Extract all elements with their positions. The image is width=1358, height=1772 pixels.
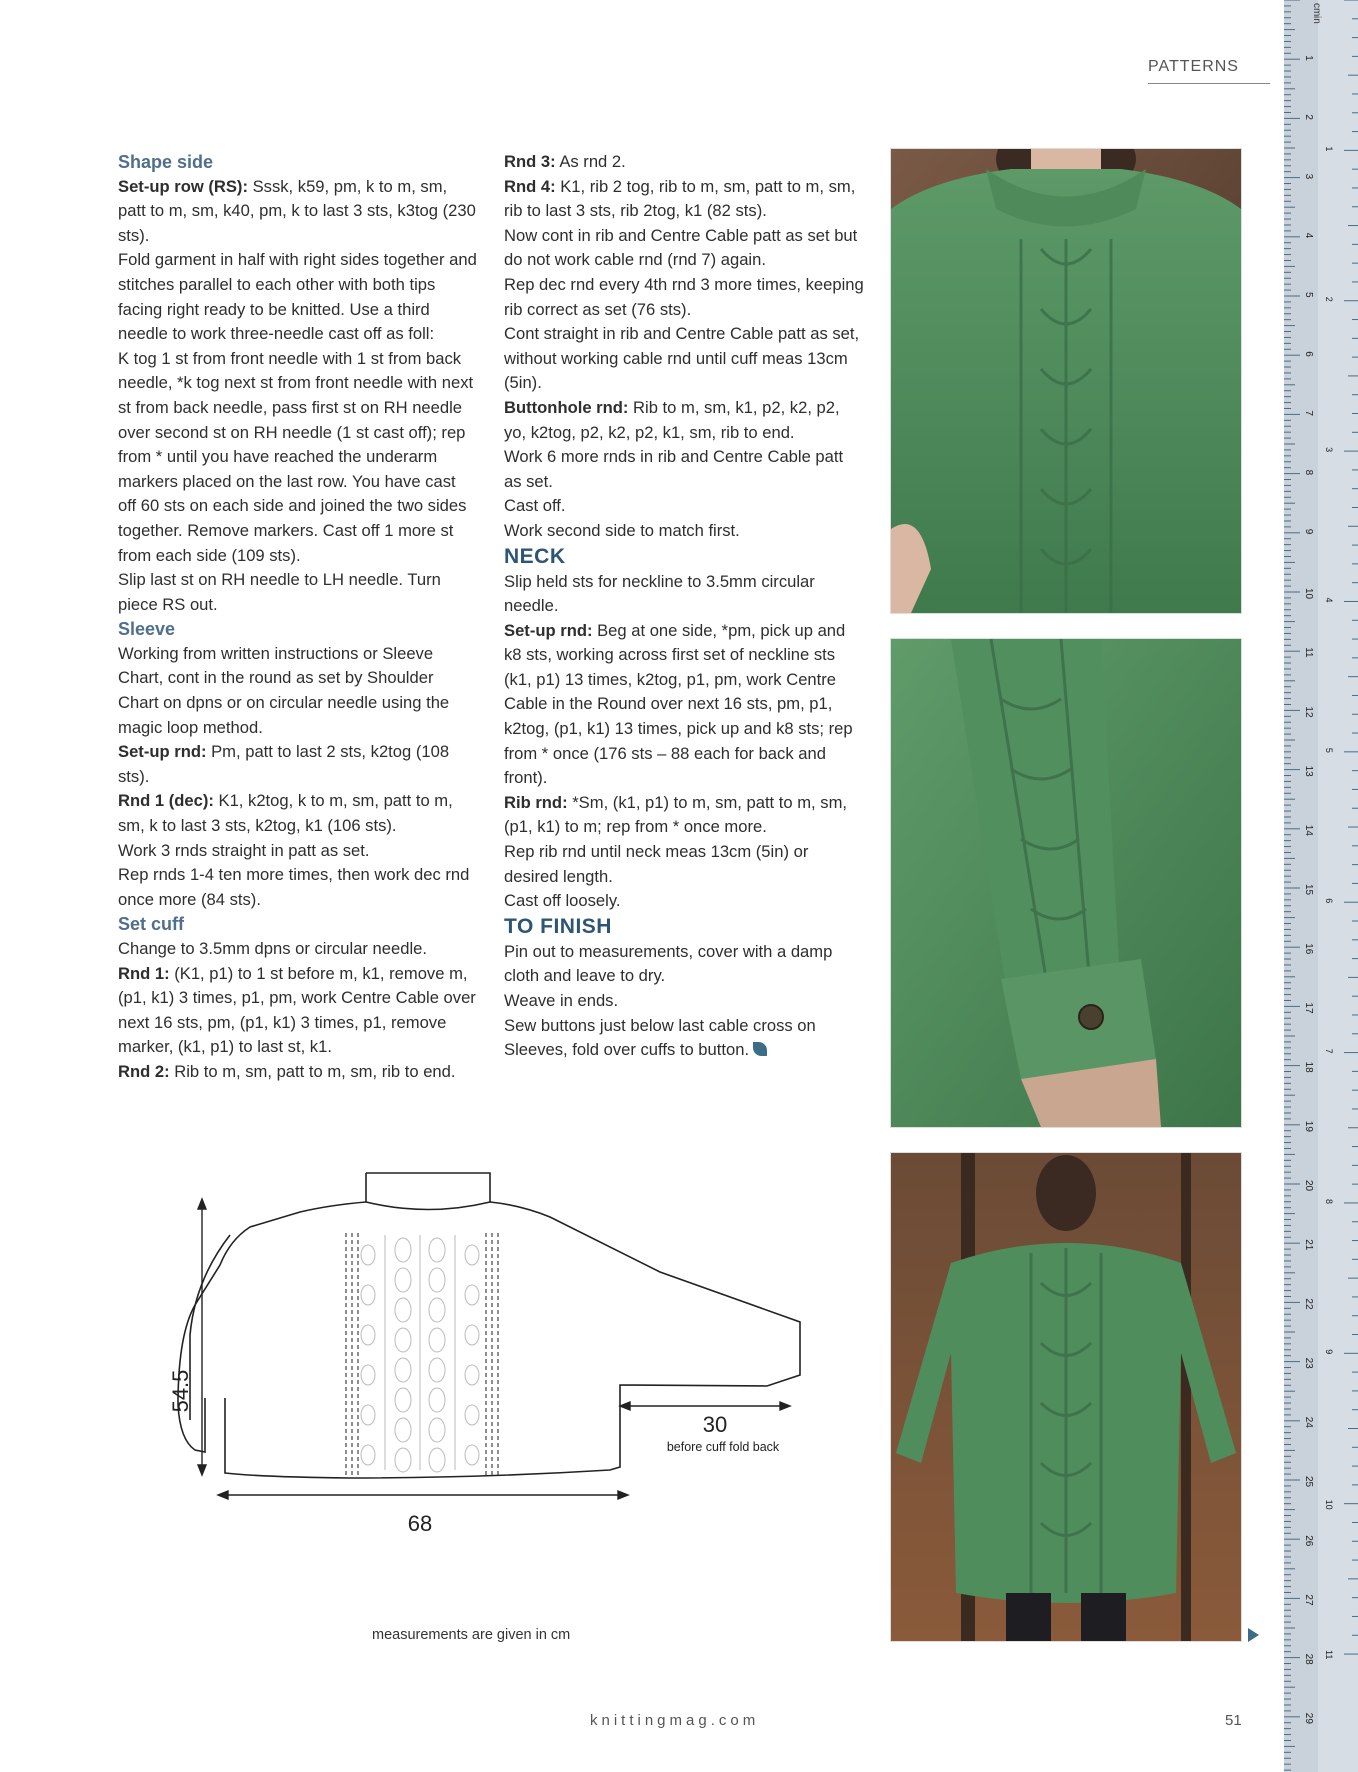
ruler-cm-label: 22 <box>1303 1298 1314 1310</box>
fold-instruction: Fold garment in half with right sides together and stitches parallel to each other with both tips facing right ready to be knitted. Use a third needle to work three-needle cast off as foll: <box>118 250 477 344</box>
sleeve-instruction: Working from written instructions or Sleeve Chart, cont in the round as set by Shoulder Chart on dpns or on circular needle using the magic loop method. <box>118 643 450 737</box>
sleeve-measure-note: before cuff fold back <box>666 1440 780 1454</box>
cast-off-loosely-instruction: Cast off loosely. <box>504 891 621 911</box>
ruler-cm-label: 17 <box>1303 1002 1314 1014</box>
setup-rnd-label: Set-up rnd: <box>118 742 207 762</box>
ruler-in-label: 11 <box>1324 1650 1334 1660</box>
rnd1-instruction <box>118 962 478 1060</box>
sleeve-heading: Sleeve <box>118 619 176 640</box>
ruler-in-label: 9 <box>1324 1349 1334 1355</box>
footer-website: knittingmag.com <box>590 1712 760 1729</box>
rnd1-text: (K1, p1) to 1 st before m, k1, remove m, (p1, k1) 3 times, p1, pm, work Centre Cable over next 16 sts, pm, (p1, k1) 3 times, p1, remove marker, (k1, p1) to last st, k1. <box>118 963 476 1057</box>
ruler-cm-label: 15 <box>1303 884 1314 896</box>
ruler-in-label: 6 <box>1324 898 1334 904</box>
ruler-in-label: 8 <box>1324 1198 1334 1204</box>
cast-off-instruction: Cast off. <box>504 496 566 516</box>
continue-arrow-icon <box>1248 1628 1259 1642</box>
rnd1-dec-instruction <box>118 789 478 838</box>
neck-heading: NECK <box>504 544 566 568</box>
rnd4-label: Rnd 4: <box>504 176 556 196</box>
sleeve-cuff-image <box>891 639 1241 1127</box>
ruler-cm-label: 10 <box>1303 588 1314 600</box>
rnd2-instruction <box>118 1060 478 1085</box>
measuring-ruler <box>1284 0 1358 1772</box>
rep-rib-instruction: Rep rib rnd until neck meas 13cm (5in) or desired length. <box>504 842 809 886</box>
ruler-in-label: 7 <box>1324 1048 1334 1054</box>
ruler-cm-label: 2 <box>1303 114 1314 120</box>
ruler-cm-label: 14 <box>1303 824 1314 836</box>
cable-panel-lines <box>346 1233 498 1475</box>
diagram-caption: measurements are given in cm <box>372 1627 571 1643</box>
sweater-schematic <box>150 1165 810 1615</box>
ruler-cm-label: 12 <box>1303 706 1314 718</box>
buttonhole-text: Rib to m, sm, k1, p2, k2, p2, yo, k2tog, p2, k2, p2, k1, sm, rib to end. <box>504 397 840 442</box>
cable-panel-pattern <box>361 1235 479 1472</box>
ruler-cm-label: 26 <box>1303 1535 1314 1547</box>
ktog-instruction: K tog 1 st from front needle with 1 st from back needle, *k tog next st from front needle with next st from back needle, pass first st on RH needle over second st on RH needle (1 st cast off); rep from * until you have reached the underarm markers placed on the last row. You have cast off 60 sts on each side and joined the two sides together. Remove markers. Cast off 1 more st from each side (109 sts). <box>118 348 474 565</box>
back-sweater-image <box>891 1153 1241 1641</box>
dimension-arrows <box>198 1199 790 1499</box>
front-sweater-image <box>891 149 1241 613</box>
rnd4-instruction <box>504 175 864 224</box>
sew-buttons-instruction <box>504 1014 864 1063</box>
ruler-in-label: 10 <box>1324 1499 1334 1510</box>
sew-buttons-text: Sew buttons just below last cable cross on Sleeves, fold over cuffs to button. <box>504 1015 816 1060</box>
ruler-unit-in: in <box>1311 16 1322 24</box>
rnd4-text: K1, rib 2 tog, rib to m, sm, patt to m, sm, rib to last 3 sts, rib 2tog, k1 (82 sts). <box>504 176 856 221</box>
work-second-instruction: Work second side to match first. <box>504 520 740 540</box>
rep-dec-instruction: Rep dec rnd every 4th rnd 3 more times, keeping rib correct as set (76 sts). <box>504 274 864 319</box>
page-number: 51 <box>1225 1712 1242 1729</box>
slip-held-instruction: Slip held sts for neckline to 3.5mm circular needle. <box>504 571 815 616</box>
pin-out-instruction: Pin out to measurements, cover with a damp cloth and leave to dry. <box>504 941 833 986</box>
ruler-cm-label: 18 <box>1303 1061 1314 1073</box>
middle-text-column <box>504 150 864 1063</box>
rnd1-dec-text: K1, k2tog, k to m, sm, patt to m, sm, k to last 3 sts, k2tog, k1 (106 sts). <box>118 791 453 836</box>
photo-back-sweater <box>890 1152 1242 1642</box>
setup-row-label: Set-up row (RS): <box>118 176 248 196</box>
slip-instruction: Slip last st on RH needle to LH needle. Turn piece RS out. <box>118 570 441 614</box>
ruler-cm-label: 25 <box>1303 1476 1314 1488</box>
left-text-column <box>118 150 478 1085</box>
rnd1-dec-label: Rnd 1 (dec): <box>118 791 214 811</box>
ruler-cm-label: 23 <box>1303 1357 1314 1369</box>
ruler-in-label: 2 <box>1324 296 1334 302</box>
photo-front-sweater <box>890 148 1242 614</box>
rep-instruction: Rep rnds 1-4 ten more times, then work dec rnd once more (84 sts). <box>118 865 470 909</box>
ruler-in-label: 1 <box>1324 146 1334 152</box>
ruler-cm-label: 16 <box>1303 943 1314 955</box>
ruler-cm-label: 13 <box>1303 765 1314 777</box>
rib-rnd-label: Rib rnd: <box>504 792 568 812</box>
ruler-cm-label: 3 <box>1303 173 1314 180</box>
ruler-cm-label: 21 <box>1303 1239 1314 1251</box>
work3-instruction: Work 3 rnds straight in patt as set. <box>118 840 370 860</box>
ruler-cm-label: 5 <box>1303 292 1314 298</box>
ruler-cm-label: 4 <box>1303 232 1314 239</box>
ruler-cm-label: 20 <box>1303 1180 1314 1192</box>
height-measure-label: 54.5 <box>168 1369 193 1413</box>
change-needle-instruction: Change to 3.5mm dpns or circular needle. <box>118 939 427 958</box>
rnd3-instruction <box>504 150 864 175</box>
neck-setup-text: Beg at one side, *pm, pick up and k8 sts, working across first set of neckline sts (k1, p1) 13 times, k2tog, p1, pm, work Centre Cable in the Round over next 16 sts, pm, p1, k2tog, (p1, k1) 13 times, pick up and k8 sts; rep from * once (176 sts – 88 each for back and front). <box>504 620 853 788</box>
cont-straight-instruction: Cont straight in rib and Centre Cable patt as set, without working cable rnd until cuff meas 13cm (5in). <box>504 324 860 393</box>
rnd2-label: Rnd 2: <box>118 1061 170 1081</box>
ruler-cm-label: 11 <box>1303 647 1314 658</box>
set-cuff-heading: Set cuff <box>118 914 185 935</box>
ruler-cm-label: 1 <box>1303 55 1314 61</box>
work6-instruction: Work 6 more rnds in rib and Centre Cable patt as set. <box>504 447 844 491</box>
ruler-cm-label: 6 <box>1303 351 1314 357</box>
setup-rnd-instruction <box>118 740 478 789</box>
setup-rnd-text: Pm, patt to last 2 sts, k2tog (108 sts). <box>118 742 450 786</box>
shape-side-heading: Shape side <box>118 152 214 172</box>
setup-row-text: Sssk, k59, pm, k to m, sm, patt to m, sm, k40, pm, k to last 3 sts, k3tog (230 sts). <box>118 176 476 245</box>
photo-sleeve-cuff <box>890 638 1242 1128</box>
neck-setup-instruction <box>504 619 864 791</box>
weave-instruction: Weave in ends. <box>504 991 619 1010</box>
rnd2-text: Rib to m, sm, patt to m, sm, rib to end. <box>169 1061 456 1081</box>
sleeve-measure-label: 30 <box>702 1412 728 1437</box>
rnd1-label: Rnd 1: <box>118 963 170 983</box>
ruler-in-label: 4 <box>1324 597 1334 603</box>
ruler-cm-label: 19 <box>1303 1120 1314 1132</box>
ruler-cm-label: 8 <box>1303 469 1314 476</box>
to-finish-heading: TO FINISH <box>504 914 612 938</box>
neck-setup-label: Set-up rnd: <box>504 620 593 640</box>
rib-rnd-instruction <box>504 791 864 840</box>
ruler-cm-label: 29 <box>1303 1712 1314 1724</box>
ruler-cm-label: 7 <box>1303 410 1314 416</box>
ruler-in-label: 5 <box>1324 747 1334 753</box>
ruler-in-label: 3 <box>1324 447 1334 453</box>
ruler-cm-label: 24 <box>1303 1416 1314 1428</box>
header-rule <box>1148 83 1270 84</box>
width-measure-label: 68 <box>407 1511 433 1536</box>
end-leaf-icon <box>753 1042 767 1056</box>
section-label: PATTERNS <box>1148 58 1239 75</box>
ruler-cm-label: 9 <box>1303 528 1314 535</box>
ruler-cm-label: 28 <box>1303 1653 1314 1665</box>
rib-rnd-text: *Sm, (k1, p1) to m, sm, patt to m, sm, (p1, k1) to m; rep from * once more. <box>504 792 847 837</box>
setup-row-instruction <box>118 175 478 249</box>
buttonhole-label: Buttonhole rnd: <box>504 397 629 417</box>
rnd3-label: Rnd 3: <box>504 152 556 171</box>
ruler-scale <box>1284 0 1358 1772</box>
buttonhole-instruction <box>504 396 864 445</box>
rnd3-text: As rnd 2. <box>555 152 626 171</box>
ruler-cm-label: 27 <box>1303 1594 1314 1606</box>
ruler-unit-cm: cm <box>1311 3 1322 17</box>
now-cont-instruction: Now cont in rib and Centre Cable patt as set but do not work cable rnd (rnd 7) again. <box>504 225 858 270</box>
